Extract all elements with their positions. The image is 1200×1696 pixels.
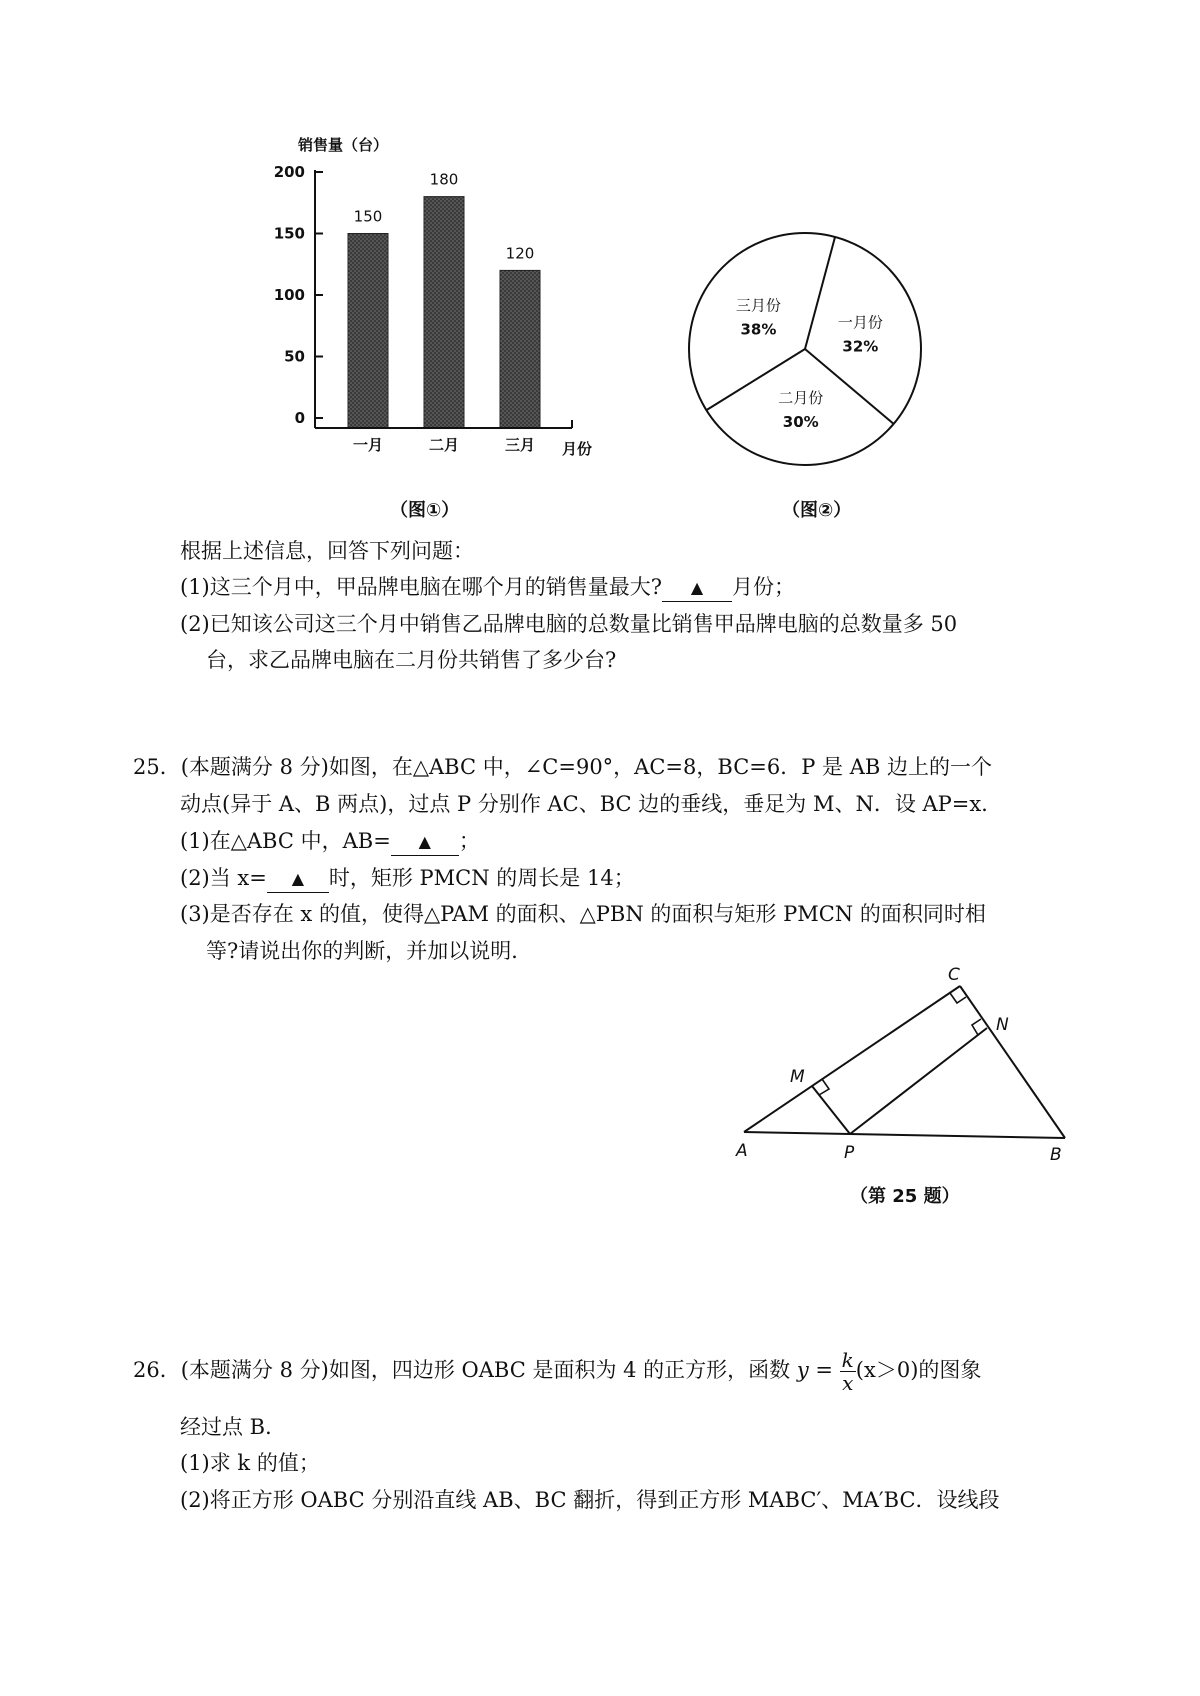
segment-pn xyxy=(850,1028,987,1134)
answer-blank[interactable] xyxy=(267,866,329,893)
q25-part2-suffix: 时，矩形 PMCN 的周长是 14； xyxy=(328,866,635,890)
blank-triangle-icon: ▲ xyxy=(418,832,431,851)
pie-slice-label: 一月份 xyxy=(837,313,883,332)
y-axis-label: 销售量（台） xyxy=(298,136,389,154)
bar xyxy=(500,270,540,428)
bar xyxy=(348,234,388,429)
vertex-c-label: C xyxy=(948,965,960,985)
x-tick-label: 二月 xyxy=(428,436,460,454)
q24-part1-suffix: 月份； xyxy=(732,575,796,599)
x-tick-label: 一月 xyxy=(352,436,384,454)
triangle-figure xyxy=(730,960,1090,1180)
vertex-a-label: A xyxy=(736,1141,748,1161)
answer-blank[interactable] xyxy=(662,575,732,602)
y-tick-label: 50 xyxy=(284,347,305,366)
pie-slice-percent: 30% xyxy=(782,412,819,431)
pie-slice-percent: 32% xyxy=(842,337,879,356)
segment-ab xyxy=(744,1132,1065,1138)
x-tick-label: 三月 xyxy=(504,436,536,454)
q26-line1 xyxy=(133,1340,981,1400)
q25-part1 xyxy=(180,826,480,856)
q25-part1-suffix: ； xyxy=(458,829,480,853)
point-m-label: M xyxy=(790,1067,805,1087)
pie-chart xyxy=(675,225,935,485)
q26-line1-text: 26．(本题满分 8 分)如图，四边形 OABC 是面积为 4 的正方形，函数 xyxy=(133,1358,791,1382)
pie-slice-label: 二月份 xyxy=(778,388,824,407)
answer-blank[interactable] xyxy=(391,829,459,856)
q25-part2-text: (2)当 x= xyxy=(180,866,267,890)
q25-part2 xyxy=(180,863,635,893)
bar xyxy=(424,197,464,428)
right-angle-mark-c xyxy=(950,993,966,1003)
q25-part3-line2: 等?请说出你的判断，并加以说明． xyxy=(206,939,533,963)
y-tick-label: 150 xyxy=(273,224,305,243)
bar-value-label: 180 xyxy=(429,170,459,189)
q24-part2-line1: (2)已知该公司这三个月中销售乙品牌电脑的总数量比销售甲品牌电脑的总数量多 50 xyxy=(180,612,958,636)
vertex-b-label: B xyxy=(1050,1145,1062,1165)
q24-intro: 根据上述信息，回答下列问题： xyxy=(180,539,474,563)
bar-chart-caption: （图①） xyxy=(390,500,460,521)
point-p-label: P xyxy=(844,1143,855,1163)
pie-slice-percent: 38% xyxy=(740,320,777,339)
blank-triangle-icon: ▲ xyxy=(690,578,704,597)
blank-triangle-icon: ▲ xyxy=(291,869,305,888)
y-tick-label: 200 xyxy=(273,163,305,181)
q25-line1: 25．(本题满分 8 分)如图，在△ABC 中，∠C=90°，AC=8，BC=6．P 是 AB 边上的一个 xyxy=(133,755,992,779)
fraction-numerator: k xyxy=(841,1348,854,1372)
function-y: y = xyxy=(796,1358,833,1382)
segment-ac xyxy=(744,986,960,1132)
y-tick-label: 0 xyxy=(294,409,305,427)
pie-chart-caption: （图②） xyxy=(782,500,852,521)
x-axis-label: 月份 xyxy=(562,440,593,458)
q26-line2: 经过点 B． xyxy=(180,1415,287,1439)
segment-pm xyxy=(812,1086,850,1134)
q24-part2-line2: 台，求乙品牌电脑在二月份共销售了多少台? xyxy=(206,648,617,672)
pie-slice-label: 三月份 xyxy=(735,296,781,315)
q25-part3-line1: (3)是否存在 x 的值，使得△PAM 的面积、△PBN 的面积与矩形 PMCN 的面积同时相 xyxy=(180,902,986,926)
fraction-denominator: x xyxy=(842,1371,854,1395)
q26-part1: (1)求 k 的值； xyxy=(180,1451,320,1475)
q26-part2: (2)将正方形 OABC 分别沿直线 AB、BC 翻折，得到正方形 MABC′、MA′BC．设线段 xyxy=(180,1488,1000,1512)
point-n-label: N xyxy=(996,1015,1009,1035)
q24-part1-text: (1)这三个月中，甲品牌电脑在哪个月的销售量最大? xyxy=(180,575,663,599)
figure-25-caption: （第 25 题） xyxy=(850,1186,960,1207)
pie-slice-boundary xyxy=(805,237,835,349)
q25-part1-text: (1)在△ABC 中，AB= xyxy=(180,829,391,853)
q26-line1-suffix: (x＞0)的图象 xyxy=(855,1358,982,1382)
bar-chart xyxy=(270,130,610,470)
function-fraction xyxy=(840,1349,856,1394)
q25-line2: 动点(异于 A、B 两点)，过点 P 分别作 AC、BC 边的垂线，垂足为 M、N．设 AP=x． xyxy=(180,792,1003,816)
segment-cb xyxy=(960,986,1065,1138)
q24-part1 xyxy=(180,572,795,602)
y-tick-label: 100 xyxy=(273,286,305,304)
bar-value-label: 120 xyxy=(505,244,535,263)
bar-value-label: 150 xyxy=(353,207,383,226)
